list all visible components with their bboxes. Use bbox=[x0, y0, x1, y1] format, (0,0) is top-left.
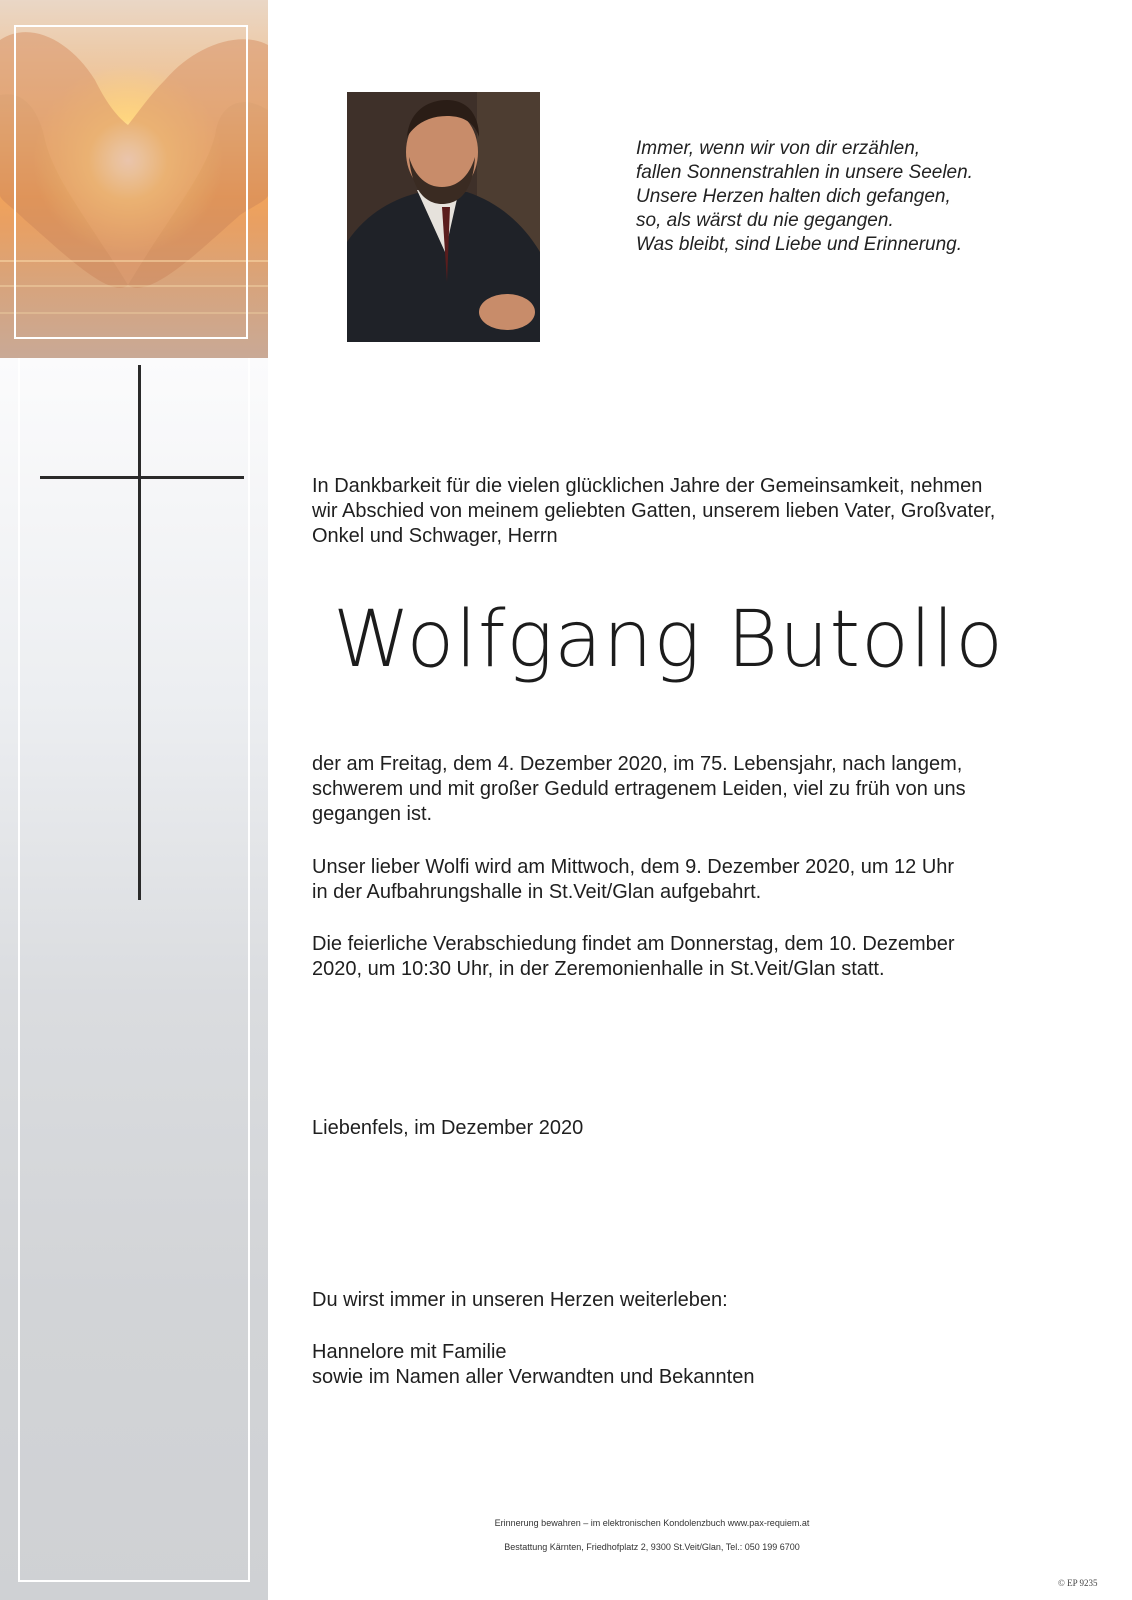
poem bbox=[636, 137, 1106, 257]
portrait-photo bbox=[347, 92, 540, 342]
poem-line: Immer, wenn wir von dir erzählen, bbox=[636, 138, 921, 159]
farewell-line: 2020, um 10:30 Uhr, in der Zeremonienhalle in St.Veit/Glan statt. bbox=[312, 958, 885, 980]
death-line: schwerem und mit großer Geduld ertragenem Leiden, viel zu früh von uns bbox=[312, 778, 966, 800]
death-line: gegangen ist. bbox=[312, 803, 433, 825]
viewing-line: Unser lieber Wolfi wird am Mittwoch, dem 9. Dezember 2020, um 12 Uhr bbox=[312, 856, 955, 878]
hands-heart-sunset-image bbox=[0, 0, 268, 358]
farewell-line: Die feierliche Verabschiedung findet am Donnerstag, dem 10. Dezember bbox=[312, 933, 955, 955]
intro-paragraph bbox=[312, 474, 1102, 549]
signature-line: Hannelore mit Familie bbox=[312, 1341, 507, 1363]
intro-line: wir Abschied von meinem geliebten Gatten, unserem lieben Vater, Großvater, bbox=[312, 500, 996, 522]
intro-line: Onkel und Schwager, Herrn bbox=[312, 525, 558, 547]
poem-line: so, als wärst du nie gegangen. bbox=[636, 210, 894, 231]
viewing-line: in der Aufbahrungshalle in St.Veit/Glan aufgebahrt. bbox=[312, 881, 762, 903]
footer-address: Bestattung Kärnten, Friedhofplatz 2, 9300 St.Veit/Glan, Tel.: 050 199 6700 bbox=[504, 1542, 800, 1552]
intro-line: In Dankbarkeit für die vielen glücklichen Jahre der Gemeinsamkeit, nehmen bbox=[312, 475, 983, 497]
poem-line: Was bleibt, sind Liebe und Erinnerung. bbox=[636, 234, 963, 255]
place-date: Liebenfels, im Dezember 2020 bbox=[312, 1117, 584, 1139]
death-paragraph bbox=[312, 752, 1102, 827]
image-frame bbox=[14, 25, 248, 339]
deceased-name: Wolfgang Butollo bbox=[333, 595, 1004, 685]
print-code: © EP 9235 bbox=[1058, 1578, 1098, 1588]
death-line: der am Freitag, dem 4. Dezember 2020, im 75. Lebensjahr, nach langem, bbox=[312, 753, 963, 775]
farewell-paragraph bbox=[312, 932, 1102, 982]
cross-vertical-bar bbox=[138, 365, 141, 900]
closing-line: Du wirst immer in unseren Herzen weiterleben: bbox=[312, 1289, 728, 1311]
strip-frame bbox=[18, 340, 250, 1582]
viewing-paragraph bbox=[312, 855, 1102, 905]
signatures bbox=[312, 1340, 1102, 1390]
signature-line: sowie im Namen aller Verwandten und Bekannten bbox=[312, 1366, 755, 1388]
footer-condolence: Erinnerung bewahren – im elektronischen Kondolenzbuch www.pax-requiem.at bbox=[494, 1518, 810, 1528]
poem-line: Unsere Herzen halten dich gefangen, bbox=[636, 186, 951, 207]
cross-horizontal-bar bbox=[40, 476, 244, 479]
poem-line: fallen Sonnenstrahlen in unsere Seelen. bbox=[636, 162, 973, 183]
